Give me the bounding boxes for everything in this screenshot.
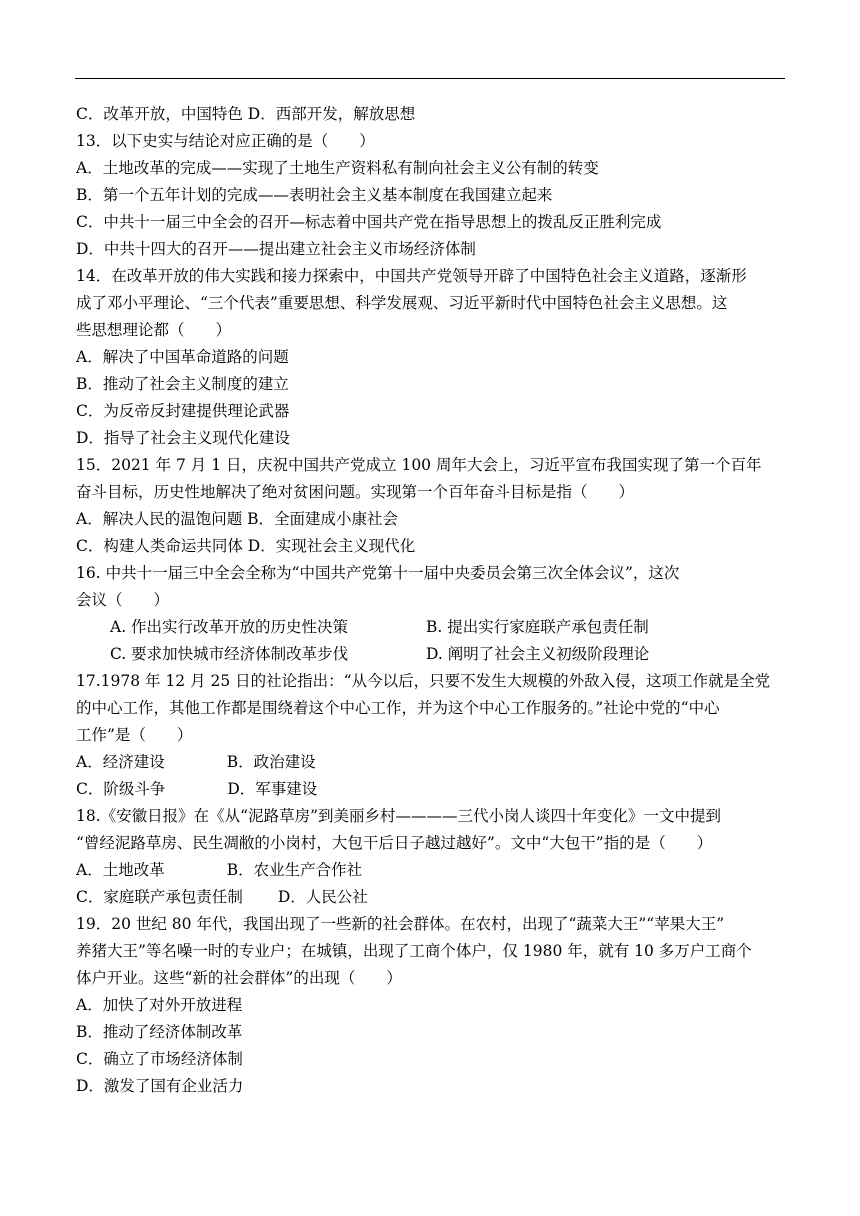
q13-option-c: C．中共十一届三中全会的召开—标志着中国共产党在指导思想上的拨乱反正胜利完成	[76, 213, 662, 231]
q17-option-b: B．政治建设	[226, 753, 316, 771]
q17-options-row-1	[76, 749, 788, 776]
q13-option-a: A．土地改革的完成——实现了土地生产资料私有制向社会主义公有制的转变	[76, 159, 599, 177]
q17-option-d: D．军事建设	[227, 780, 318, 798]
q14-stem-line-2: 成了邓小平理论、“三个代表”重要思想、科学发展观、习近平新时代中国特色社会主义思想。这	[76, 294, 728, 312]
question-14	[76, 263, 788, 452]
question-19	[76, 911, 788, 1100]
q16-option-b: B. 提出实行家庭联产承包责任制	[426, 618, 649, 636]
question-18	[76, 803, 788, 911]
q15-stem-line-1: 15．2021 年 7 月 1 日，庆祝中国共产党成立 100 周年大会上，习近平宣布我国实现了第一个百年	[76, 456, 762, 474]
q17-stem-line-1: 17.1978 年 12 月 25 日的社论指出：“从今以后，只要不发生大规模的外敌入侵，这项工作就是全党	[76, 672, 771, 690]
q19-stem-line-1: 19．20 世纪 80 年代，我国出现了一些新的社会群体。在农村，出现了“蔬菜大王”“苹果大王”	[76, 915, 725, 933]
q18-option-b: B．农业生产合作社	[226, 861, 363, 879]
q13-option-b: B．第一个五年计划的完成——表明社会主义基本制度在我国建立起来	[76, 186, 553, 204]
q19-option-a: A．加快了对外开放进程	[76, 996, 243, 1014]
question-15	[76, 452, 788, 560]
q16-option-c: C. 要求加快城市经济体制改革步伐	[110, 645, 349, 663]
header-rule	[75, 78, 785, 79]
q15-stem-line-2: 奋斗目标，历史性地解决了绝对贫困问题。实现第一个百年奋斗目标是指（ ）	[76, 483, 635, 501]
q18-option-c: C．家庭联产承包责任制	[76, 888, 243, 906]
q18-stem-line-1: 18.《安徽日报》在《从“泥路草房”到美丽乡村————三代小岗人谈四十年变化》一文中提到	[76, 807, 722, 825]
q17-stem-line-3: 工作”是（ ）	[76, 726, 193, 744]
q15-options-ab: A．解决人民的温饱问题 B．全面建成小康社会	[76, 510, 399, 528]
q19-stem-line-3: 体户开业。这些“新的社会群体”的出现（ ）	[76, 969, 402, 987]
q18-options-row-2	[76, 884, 788, 911]
q13-stem: 13．以下史实与结论对应正确的是（ ）	[76, 132, 375, 150]
q14-option-b: B．推动了社会主义制度的建立	[76, 375, 289, 393]
q19-stem-line-2: 养猪大王”等名噪一时的专业户；在城镇，出现了工商个体户，仅 1980 年，就有 10 多万户工商个	[76, 942, 752, 960]
q19-option-c: C．确立了市场经济体制	[76, 1050, 243, 1068]
q19-option-d: D．激发了国有企业活力	[76, 1077, 244, 1095]
q16-stem-line-2: 会议（ ）	[76, 591, 170, 609]
q16-options-row-1	[76, 614, 788, 641]
q18-option-a: A．土地改革	[76, 861, 165, 879]
q14-stem-line-3: 些思想理论都（ ）	[76, 321, 232, 339]
question-17	[76, 668, 788, 803]
q19-option-b: B．推动了经济体制改革	[76, 1023, 243, 1041]
q13-option-d: D．中共十四大的召开——提出建立社会主义市场经济体制	[76, 240, 476, 258]
exam-page	[76, 101, 788, 1100]
q12-option-cd: C．改革开放，中国特色 D．西部开发，解放思想	[76, 105, 416, 123]
q17-option-c: C．阶级斗争	[76, 780, 166, 798]
q17-options-row-2	[76, 776, 788, 803]
q18-stem-line-2: “曾经泥路草房、民生凋敝的小岗村，大包干后日子越过越好”。文中“大包干”指的是（ ）	[76, 834, 713, 852]
q17-option-a: A．经济建设	[76, 753, 165, 771]
question-16	[76, 560, 788, 668]
q18-options-row-1	[76, 857, 788, 884]
q16-option-d: D. 阐明了社会主义初级阶段理论	[426, 645, 650, 663]
q18-option-d: D．人民公社	[277, 888, 368, 906]
q14-option-a: A．解决了中国革命道路的问题	[76, 348, 289, 366]
q14-stem-line-1: 14．在改革开放的伟大实践和接力探索中，中国共产党领导开辟了中国特色社会主义道路，逐渐形	[76, 267, 747, 285]
q15-options-cd: C．构建人类命运共同体 D．实现社会主义现代化	[76, 537, 416, 555]
q16-option-a: A. 作出实行改革开放的历史性决策	[110, 618, 349, 636]
q14-option-c: C．为反帝反封建提供理论武器	[76, 402, 290, 420]
q14-option-d: D．指导了社会主义现代化建设	[76, 429, 290, 447]
q16-options-row-2	[76, 641, 788, 668]
question-13	[76, 128, 788, 263]
q16-stem-line-1: 16. 中共十一届三中全会全称为“中国共产党第十一届中央委员会第三次全体会议”，这次	[76, 564, 680, 582]
q17-stem-line-2: 的中心工作，其他工作都是围绕着这个中心工作，并为这个中心工作服务的。”社论中党的“中心	[76, 699, 720, 717]
